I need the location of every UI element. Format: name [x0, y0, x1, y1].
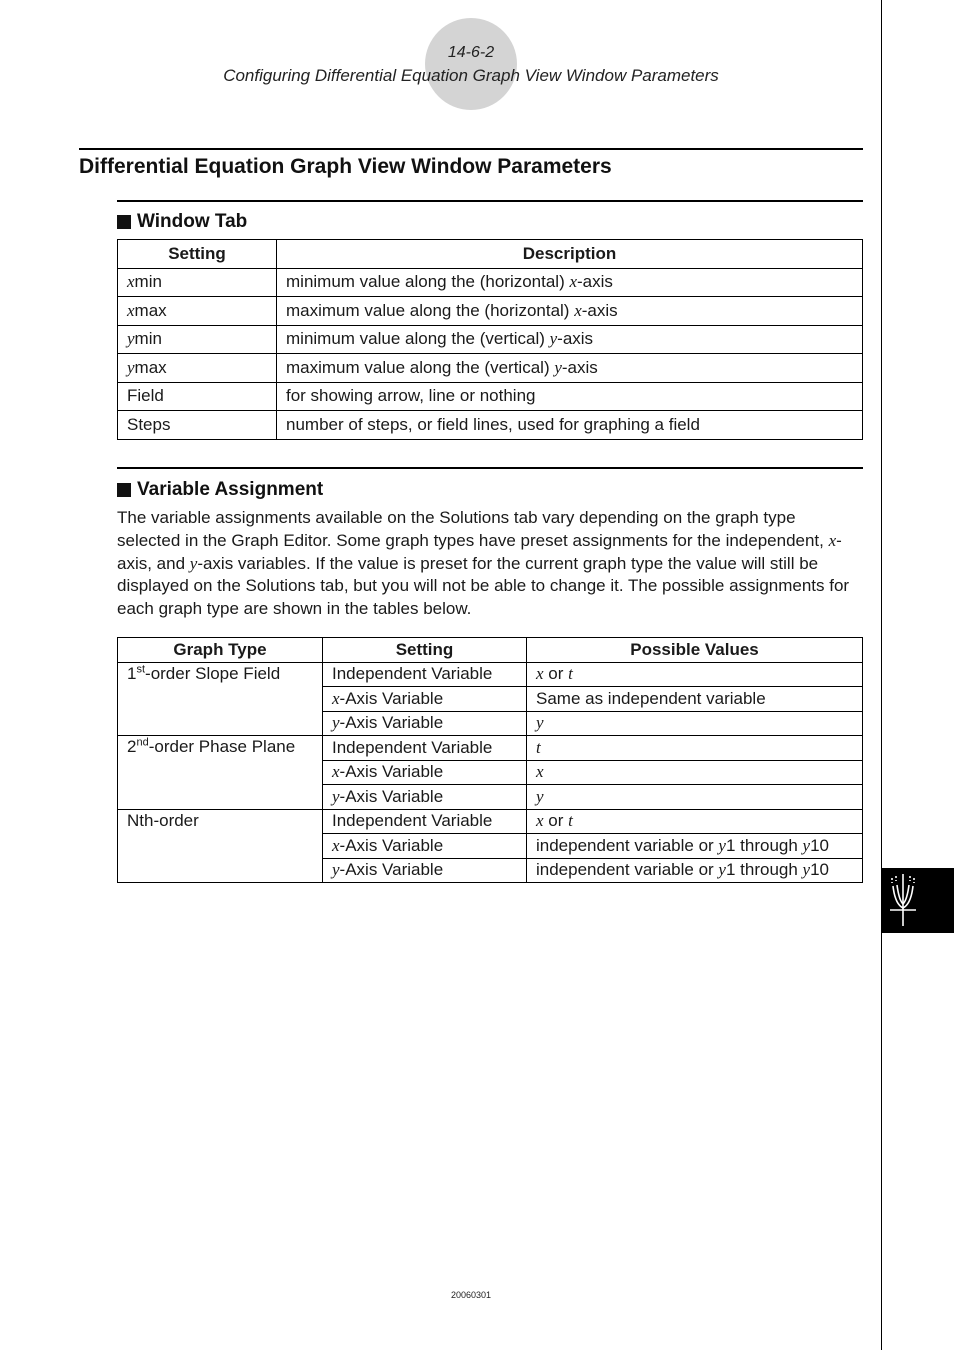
- value-text: 1 through: [725, 860, 803, 880]
- math-var: x: [127, 300, 135, 320]
- description-text: maximum value along the (vertical): [286, 357, 555, 377]
- value-text: 10: [810, 860, 829, 880]
- column-header: Description: [277, 240, 863, 269]
- setting-label: Field: [127, 386, 164, 406]
- page-number: 14-6-2: [447, 44, 495, 61]
- table-row: [118, 736, 863, 761]
- chapter-tab: [882, 868, 954, 933]
- math-var: x: [332, 688, 340, 708]
- setting-cell: [323, 760, 527, 785]
- column-header: Setting: [118, 240, 277, 269]
- value-text: or: [543, 811, 569, 831]
- math-var: y: [332, 713, 340, 733]
- math-var: x: [536, 811, 544, 831]
- value-text: or: [543, 664, 569, 684]
- possible-values-cell: [527, 785, 863, 810]
- graph-type-cell: [118, 809, 323, 883]
- setting-cell: [118, 297, 277, 326]
- setting-cell: [323, 736, 527, 761]
- math-var: y: [536, 786, 544, 806]
- possible-values-cell: [527, 687, 863, 712]
- math-var: x: [332, 762, 340, 782]
- math-var: t: [536, 737, 541, 757]
- footer-code: 20060301: [450, 1290, 492, 1300]
- graph-type-text: 1: [127, 663, 137, 683]
- margin-rule: [881, 0, 882, 1350]
- math-var: y: [549, 329, 558, 349]
- setting-cell: [323, 809, 527, 834]
- possible-values-cell: [527, 858, 863, 883]
- differential-equation-field-icon: [882, 868, 954, 933]
- section-top-rule: [79, 148, 863, 150]
- math-var: t: [568, 811, 573, 831]
- table-row: [118, 325, 863, 354]
- table-row: [118, 411, 863, 440]
- possible-values-cell: [527, 760, 863, 785]
- description-text: -axis: [581, 300, 618, 320]
- description-cell: [277, 297, 863, 326]
- setting-label: -Axis Variable: [339, 860, 444, 880]
- window-tab-heading: [117, 211, 247, 233]
- possible-values-cell: [527, 736, 863, 761]
- math-var: x: [536, 762, 544, 782]
- table-row: [118, 662, 863, 687]
- section-title: Differential Equation Graph View Window Parameters: [79, 155, 612, 178]
- setting-cell: [323, 662, 527, 687]
- subsection-rule: [117, 467, 863, 469]
- math-var: x: [574, 300, 582, 320]
- description-text: number of steps, or field lines, used for graphing a field: [286, 414, 700, 434]
- description-text: minimum value along the (horizontal): [286, 272, 570, 292]
- setting-cell: [118, 325, 277, 354]
- description-cell: [277, 325, 863, 354]
- table-row: [118, 382, 863, 411]
- math-var: x: [536, 664, 544, 684]
- math-var: x: [569, 272, 578, 292]
- math-var: y: [718, 835, 726, 855]
- possible-values-cell: [527, 711, 863, 736]
- variable-assignment-heading-text: Variable Assignment: [137, 479, 324, 500]
- possible-values-cell: [527, 662, 863, 687]
- value-text: 1 through: [725, 835, 803, 855]
- math-var: y: [802, 835, 811, 855]
- graph-type-text: -order Phase Plane: [148, 737, 296, 756]
- math-var: y: [127, 329, 135, 349]
- paragraph-text: -axis, and: [117, 530, 842, 573]
- setting-label: Independent Variable: [332, 811, 493, 831]
- table-row: [118, 809, 863, 834]
- setting-cell: [118, 382, 277, 411]
- window-tab-table: [117, 239, 863, 440]
- column-header: Possible Values: [527, 638, 863, 663]
- math-var: x: [127, 272, 135, 292]
- setting-cell: [118, 268, 277, 297]
- math-var: y: [718, 860, 726, 880]
- table-row: [118, 297, 863, 326]
- description-cell: [277, 382, 863, 411]
- math-var: t: [568, 664, 573, 684]
- paragraph-text: The variable assignments available on the Solutions tab vary depending on the graph type selected in the Graph Editor. Some graph types have preset assignments for the independent,: [117, 508, 829, 550]
- setting-label: max: [134, 300, 167, 320]
- setting-label: -Axis Variable: [339, 786, 444, 806]
- description-text: for showing arrow, line or nothing: [286, 386, 536, 406]
- description-text: maximum value along the (horizontal): [286, 300, 575, 320]
- math-var: y: [127, 357, 135, 377]
- value-text: Same as independent variable: [536, 688, 766, 708]
- setting-cell: [323, 858, 527, 883]
- setting-label: -Axis Variable: [339, 688, 444, 708]
- math-var: y: [536, 713, 544, 733]
- setting-label: -Axis Variable: [339, 835, 444, 855]
- setting-cell: [323, 834, 527, 859]
- setting-cell: [323, 785, 527, 810]
- setting-label: -Axis Variable: [339, 762, 444, 782]
- setting-label: min: [134, 329, 162, 349]
- setting-cell: [323, 687, 527, 712]
- math-var: x: [332, 835, 340, 855]
- graph-type-text: Nth-order: [127, 810, 199, 830]
- description-text: -axis: [557, 329, 594, 349]
- variable-assignment-heading: [117, 479, 323, 501]
- description-text: minimum value along the (vertical): [286, 329, 550, 349]
- setting-label: min: [134, 272, 162, 292]
- value-text: independent variable or: [536, 860, 719, 880]
- math-var: y: [332, 786, 340, 806]
- column-header: Setting: [323, 638, 527, 663]
- graph-type-text: 2: [127, 737, 137, 756]
- variable-assignment-paragraph: [117, 507, 862, 621]
- math-var: y: [554, 357, 562, 377]
- setting-cell: [323, 711, 527, 736]
- value-text: 10: [810, 835, 829, 855]
- paragraph-text: -axis variables. If the value is preset for the current graph type the value will still be displayed on the Solutions tab, but you will not be able to change it. The possible assignments for each graph type are shown in the tables below.: [117, 553, 850, 619]
- description-cell: [277, 411, 863, 440]
- column-header: Graph Type: [118, 638, 323, 663]
- description-cell: [277, 354, 863, 383]
- setting-label: Steps: [127, 414, 171, 434]
- description-text: -axis: [561, 357, 598, 377]
- ordinal-suffix: nd: [136, 736, 149, 749]
- setting-label: Independent Variable: [332, 737, 493, 757]
- table-row: [118, 354, 863, 383]
- window-tab-heading-text: Window Tab: [137, 211, 248, 232]
- ordinal-suffix: st: [136, 662, 146, 675]
- table-row: [118, 268, 863, 297]
- section-bottom-rule: [117, 200, 863, 202]
- setting-cell: [118, 411, 277, 440]
- math-var: y: [189, 553, 198, 573]
- header-circle-decoration: [425, 18, 517, 110]
- possible-values-cell: [527, 834, 863, 859]
- description-text: -axis: [577, 272, 613, 292]
- graph-type-text: -order Slope Field: [145, 663, 281, 683]
- description-cell: [277, 268, 863, 297]
- setting-label: Independent Variable: [332, 664, 493, 684]
- graph-type-cell: [118, 662, 323, 736]
- value-text: independent variable or: [536, 835, 719, 855]
- variable-assignment-table: [117, 637, 863, 883]
- setting-label: -Axis Variable: [339, 713, 444, 733]
- possible-values-cell: [527, 809, 863, 834]
- bullet-square-icon: [117, 483, 131, 497]
- graph-type-cell: [118, 736, 323, 810]
- setting-cell: [118, 354, 277, 383]
- math-var: y: [802, 860, 811, 880]
- setting-label: max: [134, 357, 167, 377]
- math-var: y: [332, 860, 340, 880]
- math-var: x: [828, 530, 837, 550]
- bullet-square-icon: [117, 215, 131, 229]
- page-header-title: Configuring Differential Equation Graph View Window Parameters: [223, 66, 719, 85]
